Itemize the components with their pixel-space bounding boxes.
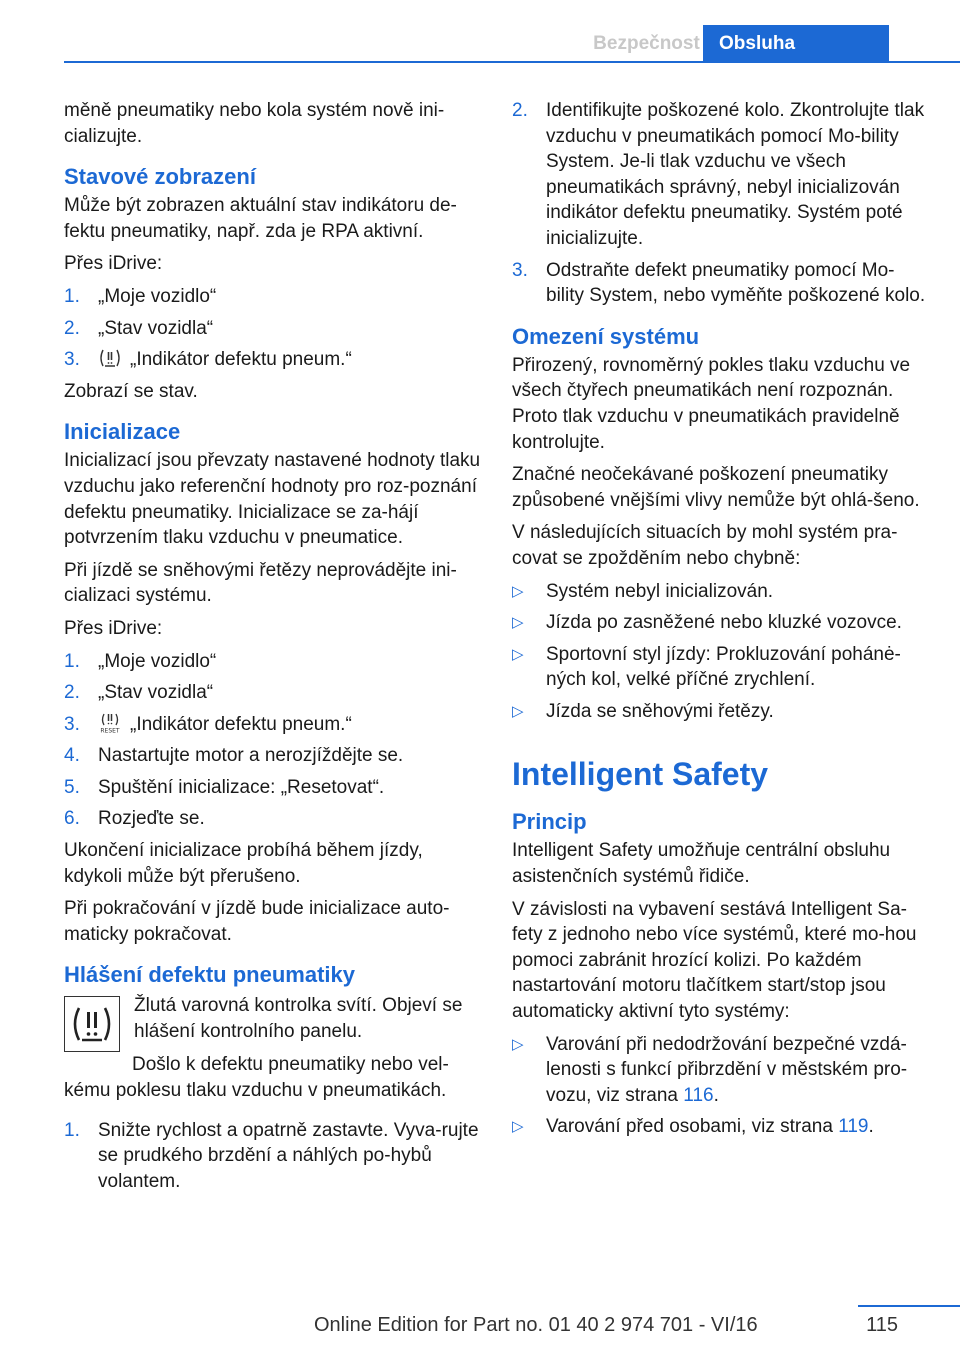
bullet-text: Systém nebyl inicializován. xyxy=(546,580,774,602)
tab-operation[interactable]: Obsluha xyxy=(703,25,889,63)
right-column xyxy=(512,98,932,1146)
defect-text-1: Žlutá varovná kontrolka svítí. Objeví se hlášení kontrolního panelu. xyxy=(134,995,463,1043)
principle-heading: Princip xyxy=(512,809,587,835)
step-number: 3. xyxy=(64,349,80,371)
step-text: Rozjeďte se. xyxy=(98,808,205,830)
step-number: 1. xyxy=(64,285,80,307)
tire-reset-icon xyxy=(98,712,122,734)
limits-text-3: V následujících situacích by mohl systém pra‐covat se zpožděním nebo chybně: xyxy=(512,522,898,569)
step-text: „Moje vozidlo“ xyxy=(98,285,217,307)
status-heading: Stavové zobrazení xyxy=(64,164,256,190)
step-number: 2. xyxy=(64,682,80,704)
list-item xyxy=(512,579,932,605)
step-number: 1. xyxy=(64,1119,80,1141)
step-number: 3. xyxy=(512,259,528,281)
list-item xyxy=(512,699,932,725)
page-link-119[interactable]: 119 xyxy=(838,1116,869,1138)
list-item xyxy=(64,649,484,675)
init-text-3: Ukončení inicializace probíhá během jízdy, kdykoli může být přerušeno. xyxy=(64,840,423,887)
step-text: Odstraňte defekt pneumatiky pomocí Mo‐bility System, nebo vyměňte poškozené kolo. xyxy=(546,259,926,307)
reset-label: RESET xyxy=(100,727,120,734)
limits-heading: Omezení systému xyxy=(512,323,700,349)
list-item xyxy=(64,1118,484,1195)
limits-bullets xyxy=(512,579,932,725)
arrow-bullet-icon: ▷ xyxy=(512,702,524,720)
safety-heading: Intelligent Safety xyxy=(512,756,769,793)
step-text: Nastartujte motor a nerozjíždějte se. xyxy=(98,745,404,767)
defect-text-2: Došlo k defektu pneumatiky nebo vel‐kému poklesu tlaku vzduchu v pneumatikách. xyxy=(64,1054,449,1102)
period: . xyxy=(868,1116,874,1138)
tab-safety[interactable]: Bezpečnost xyxy=(590,25,703,63)
list-item xyxy=(512,610,932,636)
list-item xyxy=(64,743,484,769)
init-steps xyxy=(64,649,484,833)
status-via: Přes iDrive: xyxy=(64,253,163,275)
bullet-text: Jízda po zasněžené nebo kluzké vozovce. xyxy=(546,612,902,634)
step-text: „Stav vozidla“ xyxy=(98,682,214,704)
footer-rule xyxy=(858,1305,960,1307)
list-item xyxy=(64,806,484,832)
bullet-text: Sportovní styl jízdy: Prokluzování pohánė‐ných kol, velké příčné zrychlení. xyxy=(546,643,901,691)
init-text-4: Při pokračování v jízdě bude inicializace auto‐maticky pokračovat. xyxy=(64,898,450,945)
arrow-bullet-icon: ▷ xyxy=(512,582,524,600)
status-steps xyxy=(64,284,484,373)
step-number: 6. xyxy=(64,808,80,830)
list-item xyxy=(64,680,484,706)
step-text: „Indikátor defektu pneum.“ xyxy=(130,349,352,371)
list-item xyxy=(64,347,484,373)
header-rule xyxy=(64,61,960,63)
init-heading: Inicializace xyxy=(64,419,181,445)
list-item xyxy=(512,642,932,693)
list-item xyxy=(64,712,484,738)
step-text: Identifikujte poškozené kolo. Zkontrolujte tlak vzduchu v pneumatikách pomocí Mo‐bility System. Je-li tlak vzduchu ve všech pneumatikách správný, nebyl inicializován indikátor defektu pneumatiky. Systém poté inicializujte. xyxy=(546,100,925,249)
arrow-bullet-icon: ▷ xyxy=(512,614,524,632)
list-item xyxy=(512,98,932,252)
arrow-bullet-icon: ▷ xyxy=(512,1118,524,1136)
init-text-2: Při jízdě se sněhovými řetězy neprovádějte ini‐cializaci systému. xyxy=(64,559,457,607)
bullet-text: Jízda se sněhovými řetězy. xyxy=(546,700,774,722)
step-text: „Moje vozidlo“ xyxy=(98,650,217,672)
defect-steps xyxy=(64,1118,484,1195)
limits-text-1: Přirozený, rovnoměrný pokles tlaku vzduchu ve všech čtyřech pneumatikách není rozpoznán. Proto tlak vzduchu v pneumatikách pravidelně kontrolujte. xyxy=(512,354,911,453)
safety-text-1: Intelligent Safety umožňuje centrální obsluhu asistenčních systémů řidiče. xyxy=(512,840,891,888)
init-text-1: Inicializací jsou převzaty nastavené hodnoty tlaku vzduchu jako referenční hodnoty pro roz‐poznání defektu pneumatiky. Inicializace se za‐hájí potvrzením tlaku vzduchu v pneumatice. xyxy=(64,450,481,549)
list-item xyxy=(512,1114,932,1140)
list-item xyxy=(64,284,484,310)
step-number: 1. xyxy=(64,650,80,672)
page-link-116[interactable]: 116 xyxy=(683,1084,714,1106)
step-number: 2. xyxy=(512,100,528,121)
step-number: 3. xyxy=(64,713,80,735)
step-text: Spuštění inicializace: „Resetovat“. xyxy=(98,776,385,798)
bullet-text: Varování při nedodržování bezpečné vzdá‐lenosti s funkcí přibrzdění v městském pro‐vozu, viz strana xyxy=(546,1033,908,1106)
safety-bullets xyxy=(512,1032,932,1140)
step-number: 4. xyxy=(64,745,80,767)
list-item xyxy=(64,316,484,342)
arrow-bullet-icon: ▷ xyxy=(512,645,524,663)
safety-text-2: V závislosti na vybavení sestává Intelligent Sa‐fety z jednoho nebo více systémů, které mo‐hou pomoci zabránit hrozící kolizi. Po každém nastartování motoru tlačítkem start/stop jsou automaticky aktivní tyto systémy: xyxy=(512,898,917,1023)
defect-heading: Hlášení defektu pneumatiky xyxy=(64,962,355,988)
edition-footer: Online Edition for Part no. 01 40 2 974 701 - VI/16 xyxy=(314,1314,758,1336)
arrow-bullet-icon: ▷ xyxy=(512,1035,524,1053)
list-item xyxy=(512,258,932,309)
list-item xyxy=(512,1032,932,1109)
status-text: Může být zobrazen aktuální stav indikátoru de‐fektu pneumatiky, např. zda je RPA aktivní. xyxy=(64,195,457,242)
step-number: 2. xyxy=(64,317,80,339)
header-tabs xyxy=(590,25,889,63)
tire-pressure-icon xyxy=(98,347,122,369)
init-via: Přes iDrive: xyxy=(64,617,163,639)
step-number: 5. xyxy=(64,776,80,798)
limits-text-2: Značné neočekávané poškození pneumatiky způsobené vnějšími vlivy nemůže být ohlá‐šeno. xyxy=(512,464,920,511)
step-text: „Stav vozidla“ xyxy=(98,317,214,339)
step-text: Snižte rychlost a opatrně zastavte. Vyva‐rujte se prudkého brzdění a náhlých po‐hybů volantem. xyxy=(98,1119,479,1192)
page-number: 115 xyxy=(866,1314,898,1336)
step-text: „Indikátor defektu pneum.“ xyxy=(130,713,352,735)
tire-warning-icon xyxy=(64,996,120,1052)
status-after: Zobrazí se stav. xyxy=(64,380,198,402)
intro-text: měně pneumatiky nebo kola systém nově ini‐cializujte. xyxy=(64,100,445,147)
list-item xyxy=(64,775,484,801)
left-column xyxy=(64,98,484,1200)
period: . xyxy=(713,1084,719,1106)
warning-block xyxy=(64,993,484,1052)
bullet-text: Varování před osobami, viz strana xyxy=(546,1116,839,1138)
defect-steps-continued xyxy=(512,98,932,309)
